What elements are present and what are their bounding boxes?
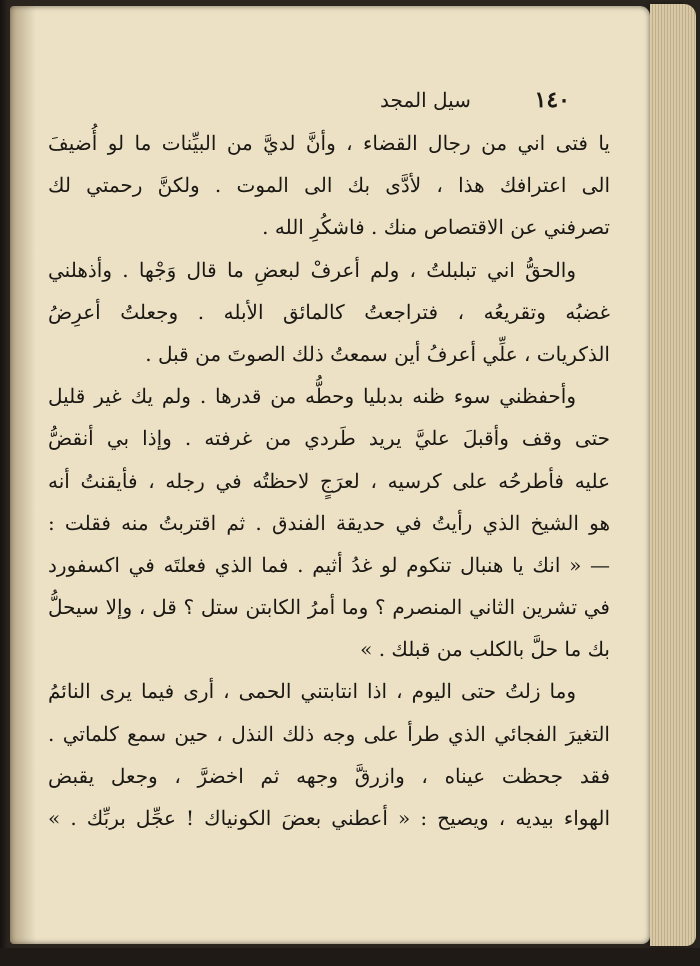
text-line: وأحفظني سوء ظنه بدبليا وحطُّه من قدرها . ولم يك غير قليل [48, 384, 576, 409]
body-text [48, 122, 610, 839]
text-line: حتى وقف وأقبلَ عليَّ يريد طَردي من غرفته . وإذا بي أنقضُّ [48, 426, 610, 451]
text-line: فقد جحظت عيناه ، وازرقَّ وجهه ثم اخضرَّ ، وجعل يقبض [48, 763, 610, 788]
left-background [0, 0, 8, 966]
text-line: الذكريات ، علِّي أعرفُ أين سمعتُ ذلك الصوتَ من قبل . [145, 341, 610, 366]
text-line: يا فتى اني من رجال القضاء ، وأنَّ لديَّ من البيِّنات ما لو أُضيفَ [48, 131, 610, 155]
text-line: الى اعترافك هذا ، لأدَّى بك الى الموت . ولكنَّ رحمتي لك [48, 173, 610, 198]
running-title: سيل المجد [380, 88, 471, 112]
page-edges [650, 4, 696, 946]
text-line: عليه فأطرحُه على كرسيه ، لعرَجٍ لاحظتُه في رجله ، فأيقنتُ أنه [48, 468, 610, 493]
text-line: بك ما حلَّ بالكلب من قبلك . » [360, 637, 610, 662]
text-line: غضبُه وتقريعُه ، فتراجعتُ كالمائق الأبله . وجعلتُ أعرِضُ [48, 299, 610, 324]
page-number: ١٤٠ [534, 87, 570, 113]
text-line: وما زلتُ حتى اليوم ، اذا انتابتني الحمى ، أرى فيما يرى النائمُ [48, 679, 576, 704]
book-page [10, 6, 650, 944]
text-line: — « انك يا هنبال تنكوم لو غدُ أثيم . فما الذي فعلتَه في اكسفورد [48, 552, 610, 577]
text-line: الهواء بيديه ، ويصيح : « أعطني بعضَ الكونياك ! عجِّل بربِّك . » [48, 806, 610, 830]
text-line: هو الشيخ الذي رأيتُ في حديقة الفندق . ثم اقتربتُ منه فقلت : [48, 510, 610, 535]
text-line: في تشرين الثاني المنصرم ؟ وما أمرُ الكابتن ستل ؟ قل ، وإلا سيحلُّ [48, 595, 610, 620]
text-line: تصرفني عن الاقتصاص منك . فاشكُرِ الله . [262, 215, 610, 240]
bottom-background [0, 948, 700, 966]
text-line: التغيرَ الفجائي الذي طرأ على وجه ذلك النذل ، حين سمع كلماتي . [48, 721, 610, 746]
page-header [230, 84, 570, 116]
text-line: والحقُّ اني تبلبلتُ ، ولم أعرفْ لبعضِ ما قال وَجْها . وأذهلني [48, 257, 576, 282]
